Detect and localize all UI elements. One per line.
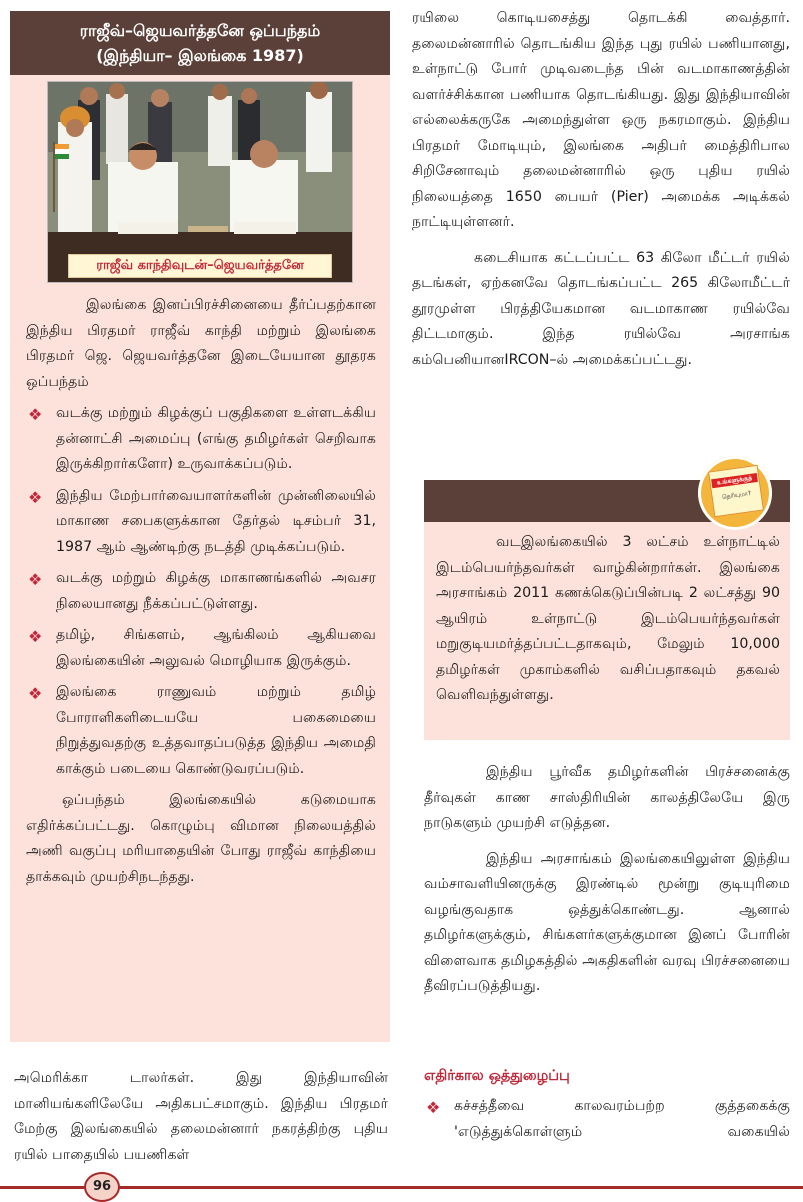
diamond-bullet-icon: ❖ <box>28 627 43 646</box>
diamond-bullet-icon: ❖ <box>28 570 43 589</box>
footer-rule <box>0 1186 803 1189</box>
left-continuation-text: அமெரிக்கா டாலர்கள். இது இந்தியாவின் மானியங்களிலேயே அதிகபட்சமாகும். இந்திய பிரதமர் மேற்கு இலங்கையில் தலைமன்னார் நகரத்திற்கு புதிய ரயில் பாதையில் பயணிகள் <box>14 1070 388 1163</box>
katchatheevu-point: கச்சத்தீவை காலவரம்பற்ற குத்தகைக்கு 'எடுத்துக்கொள்ளும் வகையில் <box>454 1098 790 1140</box>
right-column-lower <box>424 760 790 1000</box>
box-title-line1: ராஜீவ்–ஜெயவர்த்தனே ஒப்பந்தம் <box>79 21 321 40</box>
diamond-bullet-icon: ❖ <box>28 405 43 424</box>
badge-line1: உங்களுக்குத் <box>711 473 758 488</box>
did-you-know-badge-icon <box>698 456 772 530</box>
agreement-body <box>10 283 390 890</box>
diamond-bullet-icon: ❖ <box>426 1098 441 1117</box>
agreement-closing: ஒப்பந்தம் இலங்கையில் கடுமையாக எதிர்க்கப்பட்டது. கொழும்பு விமான நிலையத்தில் அணி வகுப்பு மரியாதையின் போது ராஜீவ் காந்தியை தாக்கவும் முயற்சிநடந்தது. <box>26 792 376 885</box>
agreement-box <box>10 11 390 1042</box>
diamond-bullet-icon: ❖ <box>28 487 43 507</box>
paragraph-railway: ரயிலை கொடியசைத்து தொடக்கி வைத்தார். தலைமன்னாரில் தொடங்கிய இந்த புது ரயில் பணியானது, உள்நாட்டு போர் முடிவடைந்த பின் வடமாகாணத்தின் வளர்ச்சிக்கான பணியாக தொடங்கியது. இது இந்தியாவின் எல்லைக்கருகே அமைந்துள்ள ஒரு நகரமாகும். இந்திய பிரதமர் மோடியும், இலங்கை அதிபர் மைத்திரிபால சிறிசேனாவும் தலைமன்னாரில் ஒரு புதிய ரயில் நிலையத்தை 1650 பையர் (Pier) அமைக்க அடிக்கல் நாட்டியுள்ளனர். <box>412 10 790 230</box>
did-you-know-text: வடஇலங்கையில் 3 லட்சம் உள்நாட்டில் இடம்பெயர்ந்தவர்கள் வாழ்கின்றார்கள். இலங்கை அரசாங்கம் 2011 கணக்கெடுப்பின்படி 2 லட்சத்து 90 ஆயிரம் உள்நாட்டு இடம்பெயர்ந்தவர்கள் மறுகுடியமர்த்தப்பட்டதாகவும், மேலும் 10,000 தமிழர்கள் முகாம்களில் வசிப்பதாகவும் தகவல் வெளிவந்துள்ளது. <box>436 534 780 703</box>
page-number: 96 <box>84 1172 120 1202</box>
agreement-intro: இலங்கை இனப்பிரச்சினையை தீர்ப்பதற்கான இந்திய பிரதமர் ராஜீவ் காந்தி மற்றும் இலங்கை பிரதமர் ஜெ. ஜெயவர்த்தனே இடையேயான தூதரக ஒப்பந்தம் <box>26 297 376 390</box>
paragraph-origin-tamils: இந்திய பூர்வீக தமிழர்களின் பிரச்சனைக்கு தீர்வுகள் காண சாஸ்திரியின் காலத்திலேயே இரு நாடுகளும் முயற்சி எடுத்தன. <box>424 764 790 831</box>
box-title-line2: (இந்தியா– இலங்கை 1987) <box>96 46 304 65</box>
signing-photo-illustration <box>48 82 352 282</box>
list-item: ❖ இந்திய மேற்பார்வையாளர்களின் முன்னிலையில் மாகாண சபைகளுக்கான தேர்தல் டிசம்பர் 31, 1987 ஆம் ஆண்டிற்கு நடத்தி முடிக்கப்படும். <box>26 484 376 561</box>
right-column-top <box>412 6 790 373</box>
agreement-points <box>26 401 376 782</box>
paragraph-citizenship: இந்திய அரசாங்கம் இலங்கையிலுள்ள இந்திய வம்சாவளியினருக்கு இரண்டில் மூன்று குடியுரிமை வழங்குவதாக ஒத்துக்கொண்டது. ஆனால் தமிழர்களுக்கும், சிங்களர்களுக்குமான இனப் போரின் விளைவாக தமிழகத்தில் அகதிகளின் வரவு பிரச்சனையை தீவிரப்படுத்தியது. <box>424 850 790 994</box>
list-item: ❖ வடக்கு மற்றும் கிழக்கு மாகாணங்களில் அவசர நிலையானது நீக்கப்பட்டுள்ளது. <box>26 566 376 617</box>
section-heading-future-cooperation: எதிர்கால ஒத்துழைப்பு <box>424 1068 570 1084</box>
list-item <box>424 1094 790 1145</box>
list-item: ❖ தமிழ், சிங்களம், ஆங்கிலம் ஆகியவை இலங்கையின் அலுவல் மொழியாக இருக்கும். <box>26 623 376 674</box>
paragraph-tracks: கடைசியாக கட்டப்பட்ட 63 கிலோ மீட்டர் ரயில் தடங்கள், ஏற்கனவே தொடங்கப்பட்ட 265 கிலோமீட்டர் தூரமுள்ள பிரத்தியேகமான வடமாகாண ரயில்வே திட்டமாகும். இந்த ரயில்வே அரசாங்க கம்பெனியானIRCON–ல் அமைக்கப்பட்டது. <box>412 249 790 368</box>
did-you-know-body <box>424 522 790 740</box>
signing-photo <box>47 81 353 283</box>
list-item: ❖ வடக்கு மற்றும் கிழக்குப் பகுதிகளை உள்ளடக்கிய தன்னாட்சி அமைப்பு (எங்கு தமிழர்கள் செறிவாக இருக்கிறார்களோ) உருவாக்கப்படும். <box>26 401 376 478</box>
photo-caption: ராஜீவ் காந்திவுடன்–ஜெயவர்த்தனே <box>68 254 332 278</box>
list-item: ❖ இலங்கை ராணுவம் மற்றும் தமிழ் போராளிகளிடையயே பகைமையை நிறுத்துவதற்கு உத்தவாதப்படுத்த இந்திய அமைதி காக்கும் படையை கொண்டுவரப்படும். <box>26 680 376 782</box>
badge-line2: தெரியுமா? <box>721 489 752 501</box>
did-you-know-box <box>424 474 790 740</box>
agreement-box-header <box>10 11 390 75</box>
diamond-bullet-icon: ❖ <box>28 684 43 703</box>
